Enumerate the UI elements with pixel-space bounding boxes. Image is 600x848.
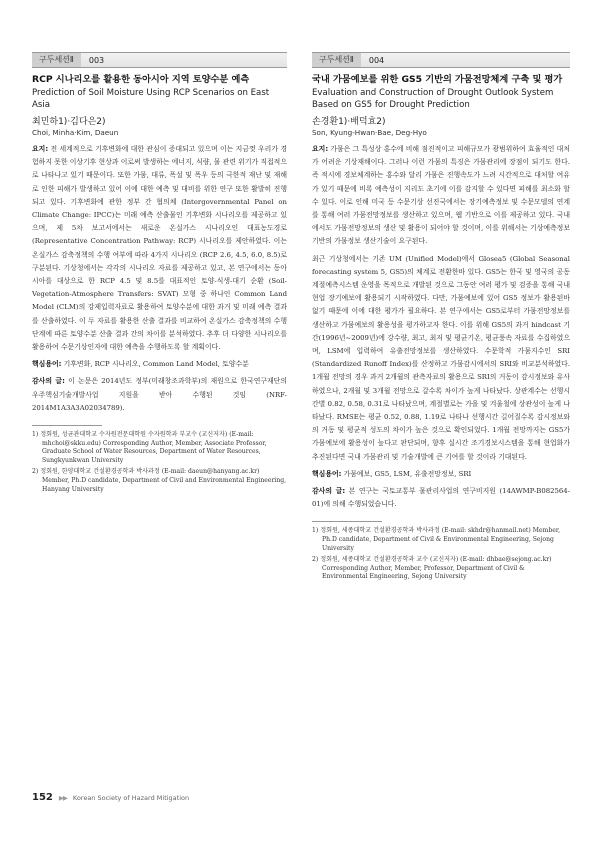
article-body <box>312 143 570 511</box>
footnote: 1) 정회원, 세종대학교 건설환경공학과 박사과정 (E-mail: skhdr@hanmail.net) Member, Ph.D candidate, Department of Civil & Environmental Engineering, Sejong University <box>312 527 561 552</box>
article-title-english: Evaluation and Construction of Drought Outlook System Based on GS5 for Drought Prediction <box>312 88 554 110</box>
ack-text: 이 논문은 2014년도 정부(미래창조과학부)의 재원으로 한국연구재단의 우주핵심기술개발사업 지원을 받아 수행된 것임 (NRF-2014M1A3A3A02034789). <box>32 377 287 412</box>
session-header <box>32 52 287 68</box>
session-label: 구두세션Ⅱ <box>312 53 361 67</box>
authors-korean: 손경환1)·배덕효2) <box>312 117 386 127</box>
abstract-label: 요지: <box>32 145 49 153</box>
session-header <box>312 52 570 68</box>
authors-korean: 최민하1)·김다은2) <box>32 117 106 127</box>
page-footer <box>32 792 189 803</box>
acknowledgement <box>32 375 287 415</box>
abstract-paragraph-2: 최근 기상청에서는 기존 UM (Unified Model)에서 Glosea5 (Global Seasonal forecasting system 5, GS5)의 체계로 전환한바 있다. GS5는 한국 및 영국의 공동계절예측시스템 운영을 목적으로 개발된 것으로 그동안 여러 평가 및 검증을 통해 국내 현업 장기예보에 활용되기 시작하였다. 다만, 가뭄예보에 있어 GS5 정보가 활용된바 없기 때문에 이에 대한 평가가 필요하다. 본 연구에서는 GS5로부터 가뭄전망정보를 생산하고 가뭄예보의 활용성을 평가하고자 한다. 이를 위해 GS5의 과거 hindcast 기간(1996년~2009년)에 강수량, 최고, 최저 및 평균기온, 평균풍속 자료를 수집하였으며, LSM에 입력하여 유출전망정보를 생산하였다. 수문학적 가뭄지수인 SRI (Standardized Runoff Index)를 산정하고 가뭄감시에서의 SRI와 비교분석하였다. 1개월 전망의 경우 과거 2개월의 관측자료의 활용으로 SRI의 거동이 감시정보와 유사하였으나, 2개월 및 3개월 전망으로 갈수록 차이가 높게 나타났다. 상관계수는 선행시간별 0.82, 0.58, 0.31로 나타났으며, 계절별로는 가을 및 겨울철에 상관성이 높게 나타났다. RMSE는 평균 0.52, 0.88, 1.19로 나타나 선행시간 길어질수록 감시정보와의 거동 및 평균적 성도의 차이가 높은 것으로 확인되었다. 1개월 전망까지는 GS5가 가뭄예보에 활용성이 높다고 판단되며, 향후 실시간 조기경보시스템을 통해 현업화가 추진된다면 국내 가뭄관리 및 기술개발에 큰 기여를 할 것이라 기대된다. <box>312 254 570 461</box>
footnote-divider <box>32 425 102 426</box>
footnote-divider <box>312 521 382 522</box>
keywords <box>32 358 287 371</box>
acknowledgement <box>312 485 570 511</box>
abstract-text: 전 세계적으로 기후변화에 대한 관심이 증대되고 있으며 이는 지금껏 우리가 경험하지 못한 이상기후 현상과 이로써 발생하는 에너지, 식량, 물 관련 위기가 직접적으로 나타나고 있기 때문이다. 또한 가뭄, 대류, 폭설 및 폭우 등의 극한적 재난 및 재해로 인한 피해가 발생하고 있어 이에 대한 예측 및 대비를 위한 연구 또한 활발히 진행되고 있다. 기후변화에 관한 정부 간 협의체 (Intergovernmental Panel on Climate Change: IPCC)는 미래 예측 산출물인 기후변화 시나리오를 제공하고 있으며, 제 5차 보고서에서는 새로운 온실가스 시나리오인 대표농도경로 (Representative Concentration Pathway: RCP) 시나리오를 제안하였다. 이는 온실가스 감축정책의 수행 여부에 따라 4가지 시나리오 (RCP 2.6, 4.5, 6.0, 8.5)로 구분된다. 기상청에서는 각각의 시나리오 자료를 제공하고 있고, 본 연구에서는 동아시아를 대상으로 한 RCP 4.5 및 8.5를 대표적인 토양-식생-대기 순환 (Soil-Vegetation-Atmosphere Transfers: SVAT) 모형 중 하나인 Common Land Model (CLM)의 강제입력자료로 활용하여 토양수분에 대한 과거 및 미래 예측 결과를 산출하였다. 이 두 자료를 활용한 산출 결과를 비교하여 온실가스 감축정책의 수행 단계에 따른 토양수분 산출 결과 간의 차이를 분석하였다. 추후 더 다양한 시나리오를 활용하여 수문기상인자에 대한 예측을 수행하도록 할 계획이다. <box>32 145 287 352</box>
abstract-label: 요지: <box>312 145 329 153</box>
article-title-korean: RCP 시나리오를 활용한 동아시아 지역 토양수분 예측 <box>32 74 250 85</box>
left-article <box>32 52 287 497</box>
authors-english: Son, Kyung-Hwan·Bae, Deg-Hyo <box>312 128 427 137</box>
abstract-text: 가뭄은 그 특성상 홍수에 비해 점진적이고 피해규모가 광범위하여 효율적인 대처가 어려운 기상재해이다. 그러나 이런 가뭄의 특징은 가뭄관리에 장점이 되기도 한다. 즉 적시에 경보체계하는 홍수와 달리 가뭄은 진행속도가 느려 시간적으로 대처할 여유가 있기 때문에 비록 예측성이 지리도 초기에 이를 감지할 수 있다면 피해를 최소화 할 수 있다. 이로 인해 미국 등 수문기상 선진국에서는 장기예측정보 및 수문모델의 연계를 통해 여러 가뭄전망정보를 생산하고 있으며, 웹 기반으로 이를 제공하고 있다. 국내에서도 가뭄전망정보의 생산 및 활용이 되어야 할 것이며, 이를 위해서는 기상예측정보 기반의 가뭄정보 생산기술이 요구된다. <box>312 145 570 246</box>
footnote: 1) 정회원, 성균관대학교 수자원전문대학원 수자원학과 부교수 (교신저자) (E-mail: mhchoi@skku.edu) Corresponding Author, Member, Associate Professor, Graduate School of Water Resources, Department of Water Resources, Sungkyunkwan University <box>32 431 267 464</box>
article-title-korean: 국내 가뭄예보를 위한 GS5 기반의 가뭄전망체계 구축 및 평가 <box>312 74 563 85</box>
keywords <box>312 468 570 481</box>
footnote: 2) 정회원, 세종대학교 건설환경공학과 교수 (교신저자) (E-mail: dhbae@sejong.ac.kr) Corresponding Author, Member, Professor, Department of Civil & Environmental Engineering, Sejong University <box>312 556 552 581</box>
keywords-text: 가뭄예보, GS5, LSM, 유출전망정보, SRI <box>343 469 472 478</box>
ack-label: 감사의 글: <box>312 487 346 496</box>
ack-text: 본 연구는 국토교통부 물관리사업의 연구비지원 (14AWMP-B082564-01)에 의해 수행되었습니다. <box>312 487 570 509</box>
right-article <box>312 52 570 585</box>
article-number: 004 <box>368 55 385 65</box>
session-label: 구두세션Ⅱ <box>32 53 81 67</box>
ack-label: 감사의 글: <box>32 377 65 386</box>
page-number: 152 <box>32 792 53 803</box>
article-body <box>32 143 287 415</box>
abstract <box>312 143 570 249</box>
journal-name: Korean Society of Hazard Mitigation <box>72 794 190 802</box>
article-number: 003 <box>88 55 105 65</box>
authors-english: Choi, Minha·Kim, Daeun <box>32 128 119 137</box>
abstract <box>32 143 287 354</box>
keywords-text: 기후변화, RCP 시나리오, Common Land Model, 토양수분 <box>63 360 249 369</box>
double-arrow-icon: ▶▶ <box>58 794 67 802</box>
footnote: 2) 정회원, 한양대학교 건설환경공학과 박사과정 (E-mail: daeun@hanyang.ac.kr) Member, Ph.D candidate, Department of Civil and Environmental Engineering, Hanyang University <box>32 468 287 493</box>
article-title-english: Prediction of Soil Moisture Using RCP Scenarios on East Asia <box>32 88 270 110</box>
keywords-label: 핵심용어: <box>32 360 62 369</box>
keywords-label: 핵심용어: <box>312 469 342 478</box>
